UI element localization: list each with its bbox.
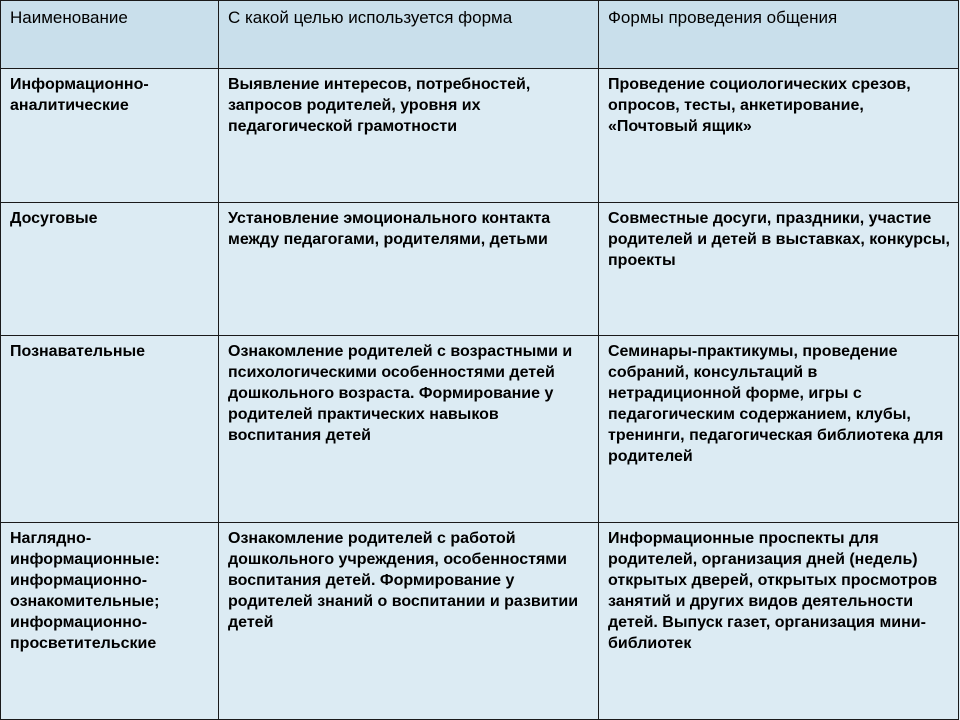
cell-name: Наглядно-информационные: информационно-ознакомительные; информационно-просветительские [1, 523, 219, 720]
cell-purpose: Выявление интересов, потребностей, запросов родителей, уровня их педагогической грамотности [219, 69, 599, 203]
header-cell-forms: Формы проведения общения [599, 1, 959, 69]
cell-purpose: Ознакомление родителей с возрастными и психологическими особенностями детей дошкольного возраста. Формирование у родителей практических навыков воспитания детей [219, 336, 599, 523]
table-row [1, 69, 959, 203]
cell-name: Досуговые [1, 203, 219, 336]
cell-purpose: Установление эмоционального контакта между педагогами, родителями, детьми [219, 203, 599, 336]
table-row [1, 336, 959, 523]
header-cell-name: Наименование [1, 1, 219, 69]
cell-purpose: Ознакомление родителей с работой дошкольного учреждения, особенностями воспитания детей. Формирование у родителей знаний о воспитании и развитии детей [219, 523, 599, 720]
table-row [1, 523, 959, 720]
header-cell-purpose: С какой целью используется форма [219, 1, 599, 69]
cell-forms: Совместные досуги, праздники, участие родителей и детей в выставках, конкурсы, проекты [599, 203, 959, 336]
cell-name: Информационно-аналитические [1, 69, 219, 203]
cell-name: Познавательные [1, 336, 219, 523]
cell-forms: Семинары-практикумы, проведение собраний, консультаций в нетрадиционной форме, игры с педагогическим содержанием, клубы, тренинги, педагогическая библиотека для родителей [599, 336, 959, 523]
table-header-row [1, 1, 959, 69]
cell-forms: Информационные проспекты для родителей, организация дней (недель) открытых дверей, открытых просмотров занятий и других видов деятельности детей. Выпуск газет, организация мини-библиотек [599, 523, 959, 720]
table-row [1, 203, 959, 336]
cell-forms: Проведение социологических срезов, опросов, тесты, анкетирование, «Почтовый ящик» [599, 69, 959, 203]
